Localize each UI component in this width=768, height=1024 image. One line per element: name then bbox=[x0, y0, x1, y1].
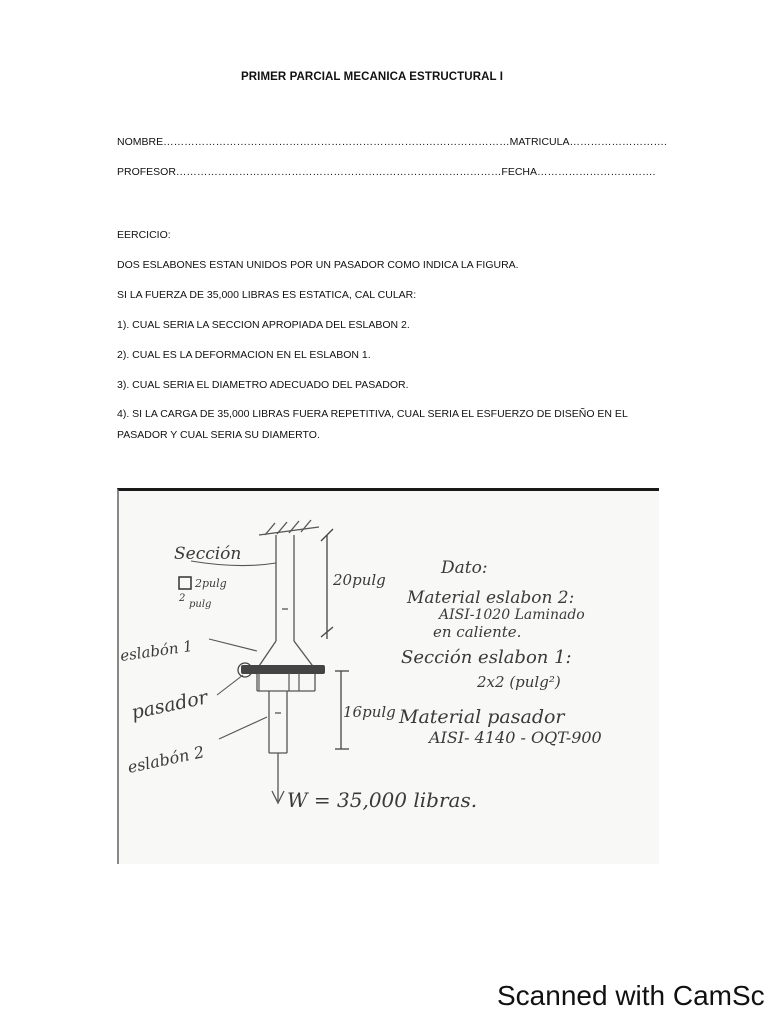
label-eslabon-1: eslabón 1 bbox=[119, 636, 194, 665]
data-item-1-b: AISI-1020 Laminado bbox=[439, 607, 585, 623]
question-2: 2). CUAL ES LA DEFORMACION EN EL ESLABON 1. bbox=[117, 349, 371, 361]
question-3: 3). CUAL SERIA EL DIAMETRO ADECUADO DEL PASADOR. bbox=[117, 379, 409, 391]
pasador-shape bbox=[238, 663, 325, 691]
label-pasador: pasador bbox=[129, 686, 210, 724]
profesor-fecha-line: PROFESOR…………………………………………………………………………………FECHA……………………………. bbox=[117, 166, 656, 178]
question-4: 4). SI LA CARGA DE 35,000 LIBRAS FUERA REPETITIVA, CUAL SERIA EL ESFUERZO DE DISEÑO EN EL PASADOR Y CUAL SERIA SU DIAMERTO. bbox=[117, 408, 628, 441]
data-item-2-a: Sección eslabon 1: bbox=[401, 647, 572, 668]
section-square-icon bbox=[179, 577, 191, 589]
data-item-1-a: Material eslabon 2: bbox=[407, 588, 575, 608]
data-item-2-b: 2x2 (pulg²) bbox=[477, 673, 561, 691]
handwritten-figure bbox=[117, 488, 659, 864]
question-1: 1). CUAL SERIA LA SECCION APROPIADA DEL ESLABON 2. bbox=[117, 319, 410, 331]
data-item-1-c: en caliente. bbox=[433, 623, 522, 641]
data-item-3-a: Material pasador bbox=[399, 706, 565, 728]
label-size-b: 2 bbox=[179, 593, 186, 604]
label-eslabon-2: eslabón 2 bbox=[125, 742, 206, 777]
label-seccion: Sección bbox=[174, 544, 242, 564]
scanner-watermark: Scanned with CamSc bbox=[497, 980, 765, 1011]
name-matricula-line: NOMBRE………………………………………………………………………………………MATRICULA………………………. bbox=[117, 136, 667, 148]
load-arrow bbox=[272, 753, 284, 803]
label-dim-top: 20pulg bbox=[333, 571, 386, 589]
support-hatch bbox=[259, 520, 319, 535]
label-dim-bottom: 16pulg bbox=[343, 703, 396, 721]
data-title: Dato: bbox=[441, 558, 488, 578]
figure-drawing bbox=[119, 491, 661, 867]
eslabon-2-shape bbox=[269, 691, 287, 753]
label-size-c: pulg bbox=[189, 599, 212, 610]
exercise-heading: EERCICIO: bbox=[117, 229, 171, 241]
exercise-intro: DOS ESLABONES ESTAN UNIDOS POR UN PASADOR COMO INDICA LA FIGURA. bbox=[117, 259, 519, 271]
page-title: PRIMER PARCIAL MECANICA ESTRUCTURAL I bbox=[240, 71, 504, 83]
label-size-a: 2pulg bbox=[195, 577, 227, 590]
exercise-condition: SI LA FUERZA DE 35,000 LIBRAS ES ESTATICA, CAL CULAR: bbox=[117, 289, 417, 301]
data-item-3-b: AISI- 4140 - OQT-900 bbox=[429, 728, 602, 747]
label-load: W = 35,000 libras. bbox=[287, 788, 478, 812]
